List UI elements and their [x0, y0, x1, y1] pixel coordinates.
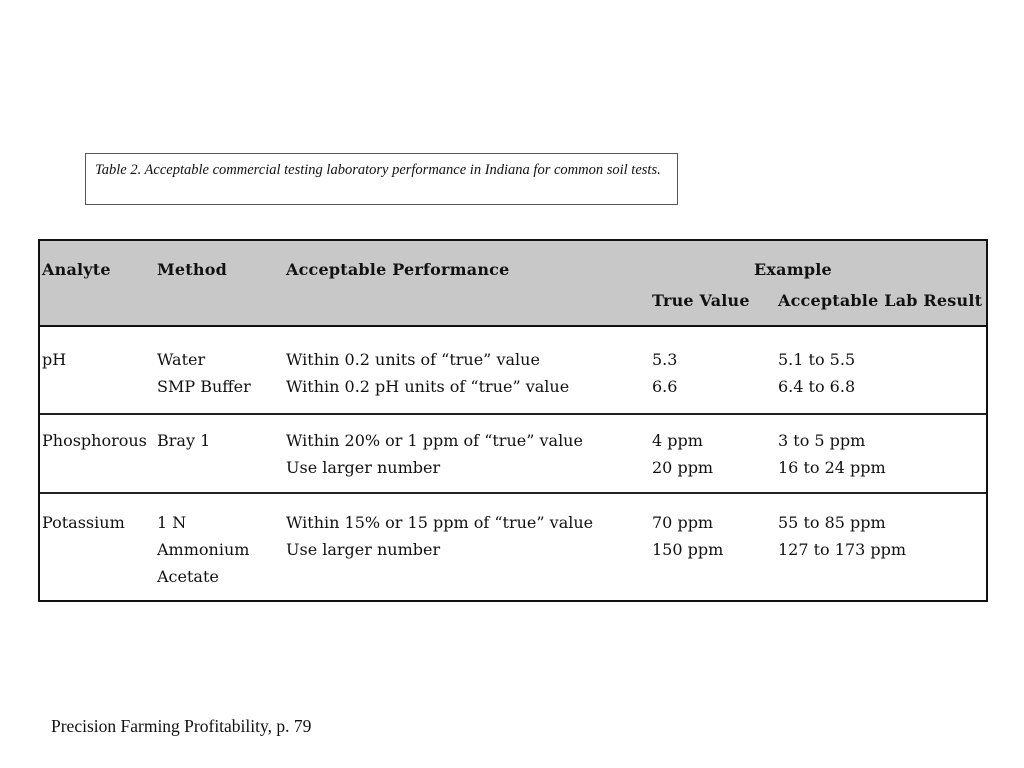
soil-test-table — [38, 239, 988, 602]
row-ph-performance-2: Within 0.2 pH units of “true” value — [286, 377, 570, 396]
row-potassium-method-1: 1 N — [157, 513, 187, 532]
row-potassium-lab-result-2: 127 to 173 ppm — [778, 540, 907, 559]
header-true-value: True Value — [652, 291, 750, 310]
row-potassium-method-3: Acetate — [157, 567, 219, 586]
row-potassium-lab-result-1: 55 to 85 ppm — [778, 513, 886, 532]
row-phosphorous-method-1: Bray 1 — [157, 431, 211, 450]
row-potassium-analyte: Potassium — [42, 513, 125, 532]
row-ph-performance-1: Within 0.2 units of “true” value — [286, 350, 540, 369]
row-phosphorous-true-value-2: 20 ppm — [652, 458, 714, 477]
row-potassium-performance-2: Use larger number — [286, 540, 441, 559]
table-caption: Table 2. Acceptable commercial testing laboratory performance in Indiana for common soil tests. — [85, 153, 678, 205]
row-phosphorous-analyte: Phosphorous — [42, 431, 147, 450]
header-analyte: Analyte — [42, 260, 111, 279]
row-potassium-true-value-1: 70 ppm — [652, 513, 714, 532]
row-ph-lab-result-2: 6.4 to 6.8 — [778, 377, 856, 396]
row-potassium-performance-1: Within 15% or 15 ppm of “true” value — [286, 513, 594, 532]
row-ph-true-value-1: 5.3 — [652, 350, 678, 369]
row-potassium-true-value-2: 150 ppm — [652, 540, 724, 559]
row-phosphorous-performance-1: Within 20% or 1 ppm of “true” value — [286, 431, 583, 450]
footer-citation: Precision Farming Profitability, p. 79 — [51, 716, 312, 736]
row-ph-method-1: Water — [157, 350, 206, 369]
row-divider — [40, 492, 986, 494]
row-phosphorous-lab-result-2: 16 to 24 ppm — [778, 458, 886, 477]
row-divider — [40, 413, 986, 415]
row-ph-true-value-2: 6.6 — [652, 377, 678, 396]
header-method: Method — [157, 260, 227, 279]
header-acceptable-lab-result: Acceptable Lab Result — [778, 291, 983, 310]
row-ph-method-2: SMP Buffer — [157, 377, 251, 396]
row-phosphorous-true-value-1: 4 ppm — [652, 431, 703, 450]
row-potassium-method-2: Ammonium — [157, 540, 250, 559]
row-phosphorous-lab-result-1: 3 to 5 ppm — [778, 431, 866, 450]
row-ph-lab-result-1: 5.1 to 5.5 — [778, 350, 856, 369]
header-acceptable-performance: Acceptable Performance — [286, 260, 510, 279]
table-header — [40, 241, 986, 327]
row-ph-analyte: pH — [42, 350, 67, 369]
header-example: Example — [754, 260, 832, 279]
row-phosphorous-performance-2: Use larger number — [286, 458, 441, 477]
